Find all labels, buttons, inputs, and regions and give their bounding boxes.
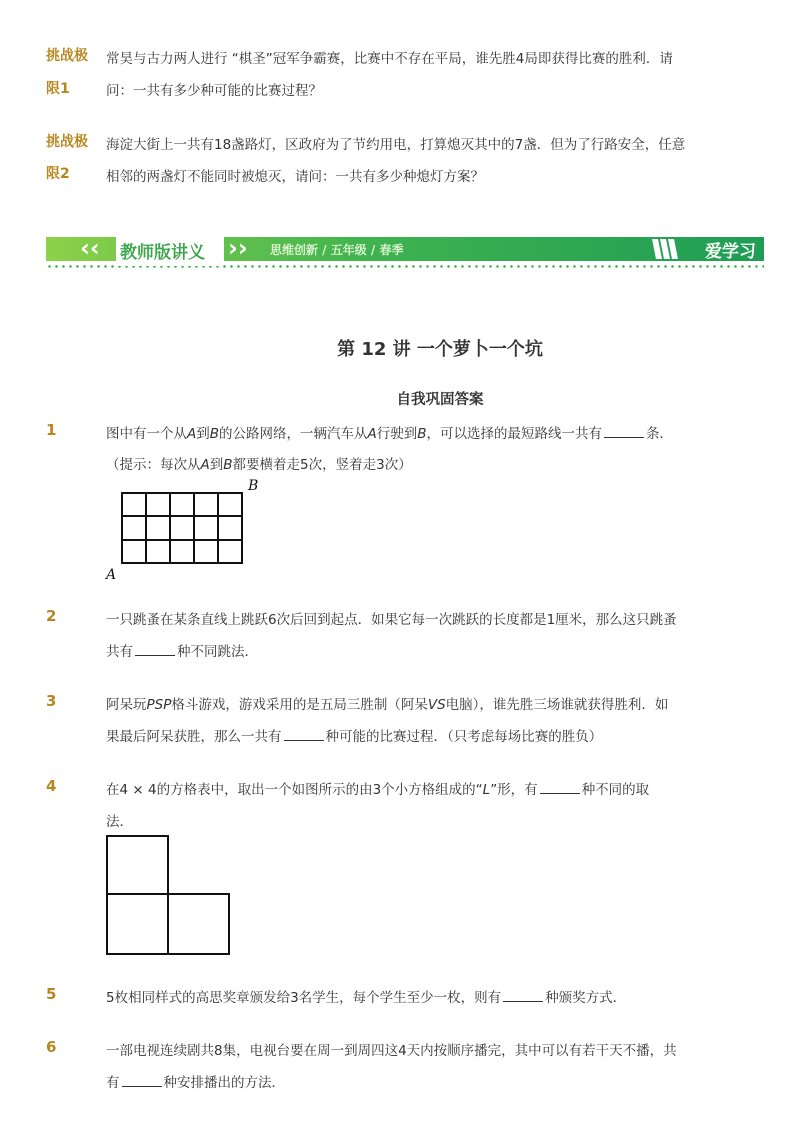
problem-3-line1: 阿呆玩PSP格斗游戏，游戏采用的是五局三胜制（阿呆VS电脑），谁先胜三场谁就获得胜利．如 — [106, 697, 669, 713]
problem-1-line1: 图中有一个从A到B的公路网络，一辆汽车从A行驶到B，可以选择的最短路线一共有 条． — [106, 426, 674, 442]
problem-3-line2: 果最后阿呆获胜，那么一共有 种可能的比赛过程．（只考虑每场比赛的胜负） — [106, 729, 603, 745]
grid-label-b: B — [248, 478, 259, 494]
grid-label-a: A — [106, 567, 117, 583]
challenge-2-tag-line2: 限2 — [46, 166, 70, 182]
challenge-1-text-line2: 问：一共有多少种可能的比赛过程？ — [106, 83, 322, 99]
challenge-1-tag-line2: 限1 — [46, 81, 70, 97]
edition-label: 教师版讲义 — [120, 243, 205, 263]
answer-blank[interactable] — [540, 781, 580, 794]
lecture-title: 第 12 讲 一个萝卜一个坑 — [337, 339, 543, 360]
problem-6-number: 6 — [46, 1038, 57, 1056]
banner-breadcrumb: 思维创新 / 五年级 / 春季 — [270, 243, 404, 257]
lecture-banner — [46, 233, 764, 265]
right-chevrons-icon: ›› — [228, 234, 248, 262]
problem-4-number: 4 — [46, 777, 57, 795]
answer-blank[interactable] — [604, 425, 644, 438]
problem-4-line1: 在4 × 4的方格表中，取出一个如图所示的由3个小方格组成的“L”形，有 种不同的取 — [106, 782, 650, 798]
problem-2-line2: 共有 种不同跳法． — [106, 644, 258, 660]
brand-logo-icon — [650, 237, 680, 261]
edition-badge — [116, 232, 224, 266]
challenge-2-text-line1: 海淀大街上一共有18盏路灯，区政府为了节约用电，打算熄灭其中的7盏．但为了行路安全，任意 — [106, 137, 686, 153]
challenge-1-tag-line1: 挑战极 — [46, 48, 88, 64]
challenge-1-text-line1: 常昊与古力两人进行 “棋圣”冠军争霸赛，比赛中不存在平局，谁先胜4局即获得比赛的胜利．请 — [106, 51, 673, 67]
brand-name: 爱学习 — [705, 242, 756, 262]
road-grid-figure — [100, 475, 270, 585]
problem-6-line2: 有 种安排播出的方法． — [106, 1075, 285, 1091]
problem-2-number: 2 — [46, 607, 57, 625]
problem-2-line1: 一只跳蚤在某条直线上跳跃6次后回到起点．如果它每一次跳跃的长度都是1厘米，那么这只跳蚤 — [106, 612, 677, 628]
problem-5-line1: 5枚相同样式的高思奖章颁发给3名学生，每个学生至少一枚，则有 种颁奖方式． — [106, 990, 627, 1006]
answer-blank[interactable] — [284, 728, 324, 741]
answer-blank[interactable] — [503, 989, 543, 1002]
answer-blank[interactable] — [122, 1074, 162, 1087]
problem-1-number: 1 — [46, 421, 57, 439]
problem-1-hint: （提示：每次从A到B都要横着走5次，竖着走3次） — [106, 457, 412, 473]
l-shape-figure — [104, 833, 234, 959]
answer-blank[interactable] — [135, 643, 175, 656]
problem-3-number: 3 — [46, 692, 57, 710]
left-chevrons-icon: ‹‹ — [80, 234, 100, 262]
problem-5-number: 5 — [46, 985, 57, 1003]
section-title: 自我巩固答案 — [396, 392, 484, 408]
challenge-2-text-line2: 相邻的两盏灯不能同时被熄灭，请问：一共有多少种熄灯方案？ — [106, 169, 484, 185]
problem-4-line2: 法． — [106, 814, 133, 830]
challenge-2-tag-line1: 挑战极 — [46, 134, 88, 150]
problem-6-line1: 一部电视连续剧共8集，电视台要在周一到周四这4天内按顺序播完，其中可以有若干天不播，共 — [106, 1043, 677, 1059]
